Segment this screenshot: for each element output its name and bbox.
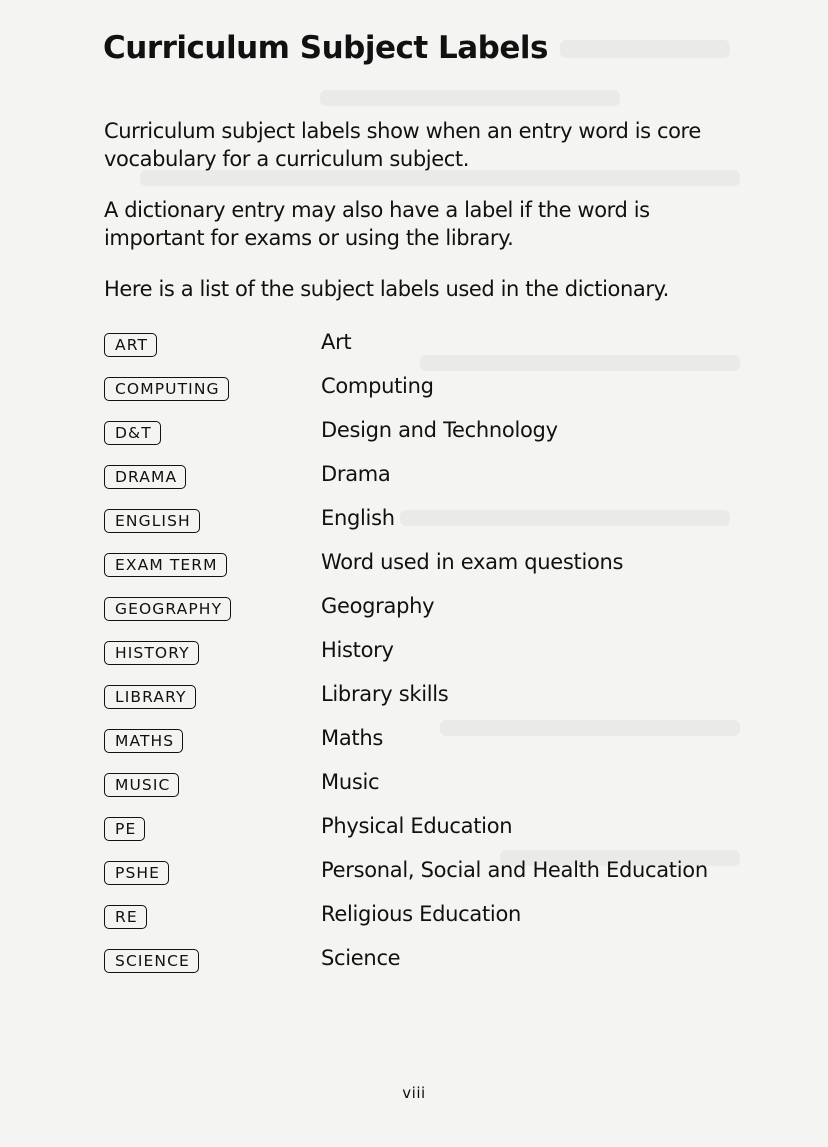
label-row-art (104, 326, 804, 370)
subject-tag: COMPUTING (104, 377, 229, 401)
page-title: Curriculum Subject Labels (103, 30, 548, 66)
subject-name: Maths (321, 726, 383, 750)
subject-tag: DRAMA (104, 465, 186, 489)
subject-tag: ART (104, 333, 157, 357)
exam-library-paragraph: A dictionary entry may also have a label if the word is important for exams or using the library. (104, 198, 650, 250)
show-through-smudge (560, 40, 730, 58)
subject-tag: RE (104, 905, 147, 929)
label-row-re (104, 898, 804, 942)
subject-tag: LIBRARY (104, 685, 196, 709)
subject-name: Computing (321, 374, 434, 398)
list-intro-paragraph: Here is a list of the subject labels used in the dictionary. (104, 277, 669, 301)
label-row-history (104, 634, 804, 678)
label-row-music (104, 766, 804, 810)
subject-tag: SCIENCE (104, 949, 199, 973)
label-row-computing (104, 370, 804, 414)
subject-name: History (321, 638, 394, 662)
subject-name: Religious Education (321, 902, 522, 926)
page-number: viii (402, 1084, 426, 1102)
label-row-science (104, 942, 804, 986)
subject-name: Word used in exam questions (321, 550, 624, 574)
subject-tag: PE (104, 817, 145, 841)
label-row-drama (104, 458, 804, 502)
subject-name: Drama (321, 462, 391, 486)
label-row-geography (104, 590, 804, 634)
subject-name: English (321, 506, 395, 530)
subject-name: Geography (321, 594, 435, 618)
subject-name: Physical Education (321, 814, 513, 838)
label-row-pshe (104, 854, 804, 898)
subject-name: Music (321, 770, 380, 794)
label-row-exam-term (104, 546, 804, 590)
subject-tag: HISTORY (104, 641, 199, 665)
label-row-english (104, 502, 804, 546)
subject-tag: PSHE (104, 861, 169, 885)
show-through-smudge (320, 90, 620, 106)
subject-tag: MATHS (104, 729, 183, 753)
subject-label-list (104, 326, 804, 986)
intro-paragraph: Curriculum subject labels show when an entry word is core vocabulary for a curriculum subject. (104, 119, 701, 171)
subject-name: Design and Technology (321, 418, 558, 442)
subject-tag: D&T (104, 421, 161, 445)
subject-name: Library skills (321, 682, 449, 706)
label-row-pe (104, 810, 804, 854)
label-row-maths (104, 722, 804, 766)
subject-tag: MUSIC (104, 773, 179, 797)
subject-name: Art (321, 330, 352, 354)
label-row-library (104, 678, 804, 722)
subject-name: Science (321, 946, 401, 970)
subject-tag: GEOGRAPHY (104, 597, 231, 621)
subject-name: Personal, Social and Health Education (321, 858, 708, 882)
label-row-dt (104, 414, 804, 458)
subject-tag: EXAM TERM (104, 553, 227, 577)
subject-tag: ENGLISH (104, 509, 200, 533)
